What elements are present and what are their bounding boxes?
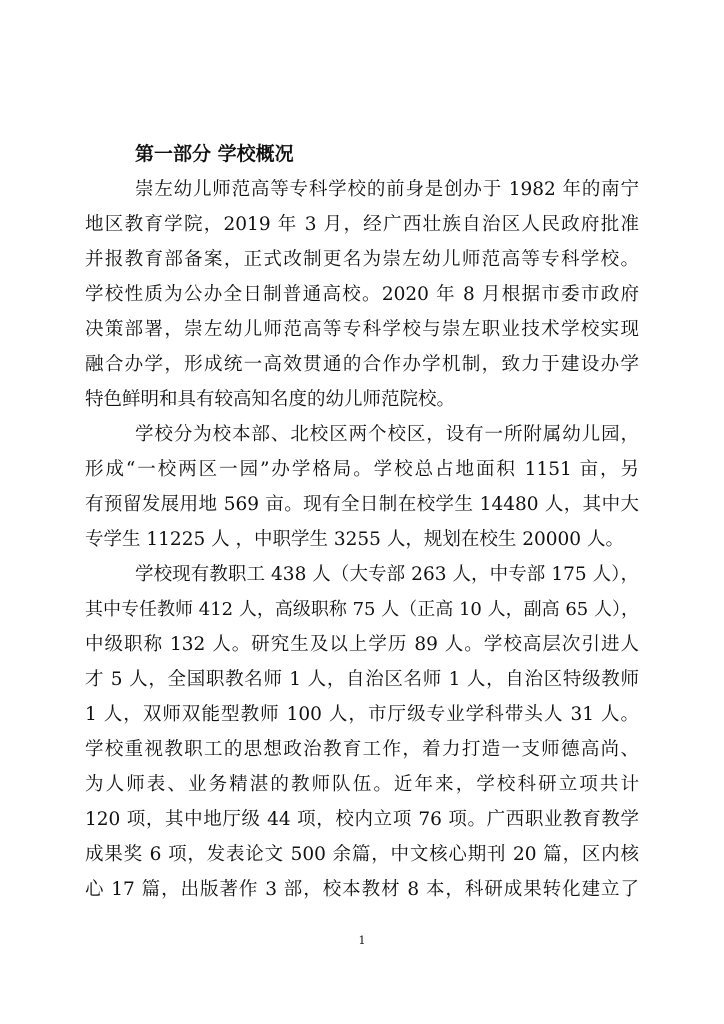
paragraph-1-line-4: 学校性质为公办全日制普通高校。2020 年 8 月根据市委市政府 [85,284,639,305]
paragraph-3-line-3: 中级职称 132 人。研究生及以上学历 89 人。学校高层次引进人 [85,634,639,655]
paragraph-2-line-2: 形成“一校两区一园”办学格局。学校总占地面积 1151 亩，另 [85,459,639,480]
paragraph-3-line-4: 才 5 人，全国职教名师 1 人，自治区名师 1 人，自治区特级教师 [85,669,639,690]
paragraph-2-line-3: 有预留发展用地 569 亩。现有全日制在校学生 14480 人，其中大 [85,494,639,515]
paragraph-3-line-6: 学校重视教职工的思想政治教育工作，着力打造一支师德高尚、 [85,739,639,760]
paragraph-3-line-10: 心 17 篇，出版著作 3 部，校本教材 8 本，科研成果转化建立了 [85,879,639,900]
paragraph-3-line-2: 其中专任教师 412 人，高级职称 75 人（正高 10 人，副高 65 人）， [85,599,639,620]
paragraph-2-line-4: 专学生 11225 人 ，中职学生 3255 人，规划在校生 20000 人。 [85,529,624,550]
paragraph-3-line-9: 成果奖 6 项，发表论文 500 余篇，中文核心期刊 20 篇，区内核 [85,844,639,865]
paragraph-1-line-6: 融合办学，形成统一高效贯通的合作办学机制，致力于建设办学 [85,354,639,375]
page-number: 1 [358,934,366,947]
paragraph-2-line-1: 学校分为校本部、北校区两个校区，设有一所附属幼儿园， [135,424,639,445]
paragraph-3-line-7: 为人师表、业务精湛的教师队伍。近年来，学校科研立项共计 [85,774,639,795]
paragraph-1-line-3: 并报教育部备案，正式改制更名为崇左幼儿师范高等专科学校。 [85,249,639,270]
paragraph-3-line-5: 1 人，双师双能型教师 100 人，市厅级专业学科带头人 31 人。 [85,704,639,725]
paragraph-1-line-7: 特色鲜明和具有较高知名度的幼儿师范院校。 [85,389,456,410]
section-heading: 第一部分 学校概况 [135,143,294,165]
paragraph-3-line-1: 学校现有教职工 438 人（大专部 263 人，中专部 175 人）， [135,564,639,585]
paragraph-3-line-8: 120 项，其中地厅级 44 项，校内立项 76 项。广西职业教育教学 [85,809,639,830]
paragraph-1-line-2: 地区教育学院，2019 年 3 月，经广西壮族自治区人民政府批准 [85,214,639,235]
paragraph-1-line-5: 决策部署，崇左幼儿师范高等专科学校与崇左职业技术学校实现 [85,319,639,340]
paragraph-1-line-1: 崇左幼儿师范高等专科学校的前身是创办于 1982 年的南宁 [135,179,639,200]
